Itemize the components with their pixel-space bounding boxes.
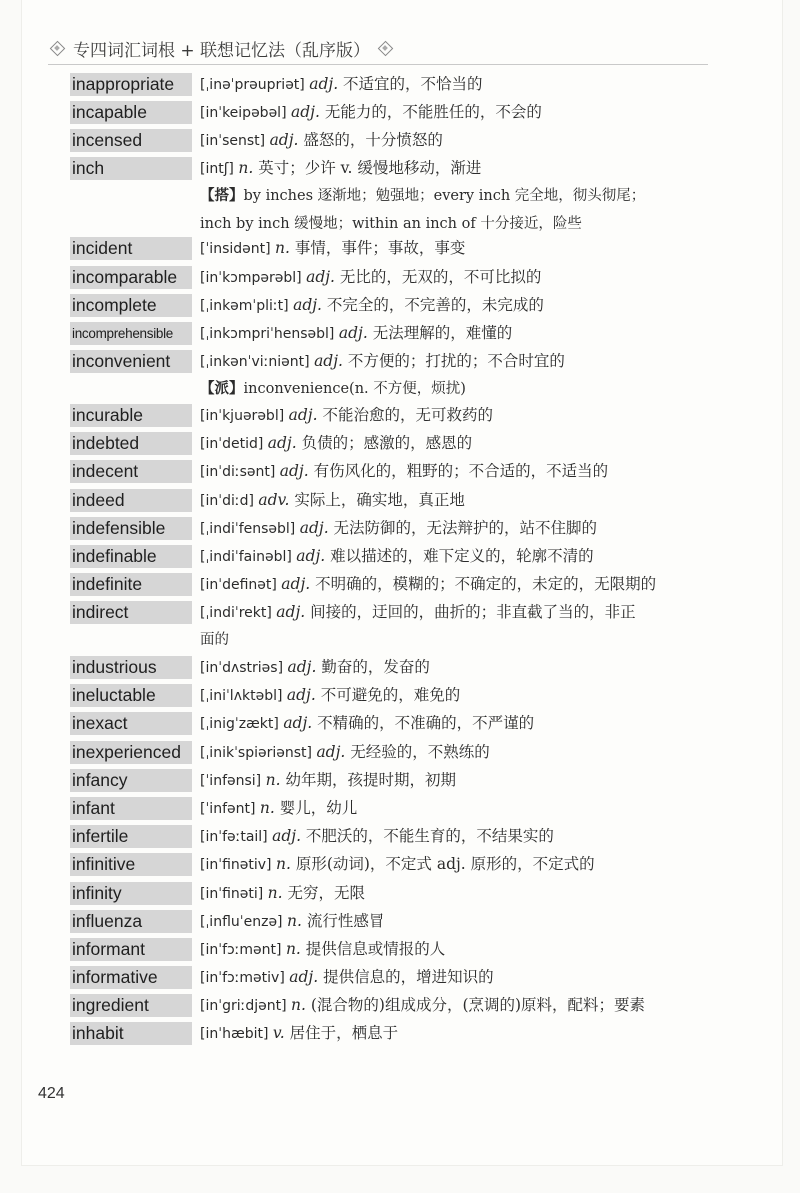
meaning: 难以描述的，难下定义的，轮廓不清的	[330, 547, 594, 565]
headword: ineluctable	[70, 684, 192, 707]
headword: incomplete	[70, 294, 192, 317]
headword: informative	[70, 966, 192, 989]
definition	[200, 429, 710, 458]
definition	[200, 570, 710, 599]
headword: inch	[70, 157, 192, 180]
diamond-ornament-icon	[51, 42, 64, 55]
headword: infinitive	[70, 853, 192, 876]
part-of-speech: adj.	[279, 462, 314, 480]
meaning: 盛怒的，十分愤怒的	[303, 131, 443, 149]
part-of-speech: n.	[275, 855, 296, 873]
meaning: 实际上，确实地，真正地	[294, 491, 465, 509]
part-of-speech: adj.	[286, 686, 321, 704]
definition	[200, 234, 710, 263]
headword: indefinable	[70, 545, 192, 568]
phonetic: [intʃ]	[200, 161, 239, 177]
definition	[200, 681, 710, 710]
definition	[200, 70, 710, 99]
definition	[200, 154, 710, 183]
part-of-speech: adj.	[316, 743, 351, 761]
part-of-speech: n.	[286, 912, 307, 930]
phonetic: [ˌinkənˈviːniənt]	[200, 354, 315, 370]
note-text: by inches 逐渐地；勉强地；every inch 完全地，彻头彻尾；	[243, 188, 646, 204]
phonetic: [inˈdiːd]	[200, 493, 259, 509]
headword: indefensible	[70, 517, 192, 540]
part-of-speech: adj.	[289, 968, 324, 986]
part-of-speech: adj.	[272, 827, 306, 845]
headword: indeed	[70, 489, 192, 512]
part-of-speech: n.	[285, 940, 306, 958]
phonetic: [inˈfinəti]	[200, 886, 268, 902]
definition-continuation	[200, 182, 720, 210]
definition	[200, 291, 710, 320]
phonetic: [inˈfɔːmənt]	[200, 942, 286, 958]
part-of-speech: adj.	[314, 352, 348, 370]
part-of-speech: adj.	[309, 75, 344, 93]
definition	[200, 263, 710, 292]
headword: inconvenient	[70, 350, 192, 373]
definition	[200, 542, 710, 571]
definition	[200, 766, 710, 795]
phonetic: [inˈfəːtail]	[200, 829, 273, 845]
part-of-speech: adj.	[296, 547, 331, 565]
headword: inhabit	[70, 1022, 192, 1045]
definition	[200, 1019, 710, 1048]
phonetic: [ˌinikˈspiəriənst]	[200, 745, 317, 761]
phonetic: [ˌinigˈzækt]	[200, 716, 284, 732]
header-rule	[48, 64, 708, 65]
headword: incensed	[70, 129, 192, 152]
meaning: 提供信息或情报的人	[305, 940, 446, 958]
headword: inexact	[70, 712, 192, 735]
part-of-speech: n.	[238, 159, 259, 177]
phonetic: [inˈfɔːmətiv]	[200, 970, 290, 986]
definition	[200, 963, 710, 992]
part-of-speech: adj.	[287, 658, 322, 676]
part-of-speech: adj.	[267, 434, 302, 452]
part-of-speech: adj.	[338, 324, 373, 342]
headword: indebted	[70, 432, 192, 455]
meaning: 提供信息的，增进知识的	[323, 968, 494, 986]
definition	[200, 98, 710, 127]
meaning: 原形(动词)，不定式 adj. 原形的，不定式的	[295, 855, 595, 873]
part-of-speech: n.	[267, 884, 288, 902]
meaning: 不能治愈的，无可救药的	[322, 406, 493, 424]
phonetic: [ˈinfənt]	[200, 801, 260, 817]
headword: incident	[70, 237, 192, 260]
phonetic: [ˌinkəmˈpliːt]	[200, 298, 294, 314]
meaning: 不完全的，不完善的，未完成的	[326, 296, 544, 314]
phonetic: [inˈkjuərəbl]	[200, 408, 289, 424]
definition	[200, 319, 710, 348]
phonetic: [inˈkeipəbəl]	[200, 105, 291, 121]
definition	[200, 347, 710, 376]
part-of-speech: adj.	[291, 103, 325, 121]
phonetic: [inˈsenst]	[200, 133, 270, 149]
headword: incomparable	[70, 266, 192, 289]
headword: infancy	[70, 769, 192, 792]
part-of-speech: adj.	[299, 519, 334, 537]
part-of-speech: adv.	[258, 491, 295, 509]
definition	[200, 738, 710, 767]
meaning: 不明确的，模糊的；不确定的，未定的，无限期的	[315, 575, 657, 593]
headword: infinity	[70, 882, 192, 905]
definition	[200, 822, 710, 851]
meaning: 无比的，无双的，不可比拟的	[339, 268, 542, 286]
meaning: 无能力的，不能胜任的，不会的	[324, 103, 542, 121]
part-of-speech: v.	[272, 1024, 290, 1042]
headword: influenza	[70, 910, 192, 933]
headword: incurable	[70, 404, 192, 427]
headword: indefinite	[70, 573, 192, 596]
part-of-speech: n.	[275, 239, 295, 257]
definition	[200, 935, 710, 964]
meaning: 勤奋的，发奋的	[321, 658, 430, 676]
phonetic: [inˈfinətiv]	[200, 857, 276, 873]
diamond-ornament-icon	[379, 42, 392, 55]
meaning: 幼年期，孩提时期，初期	[285, 771, 456, 789]
phonetic: [ˌindiˈfainəbl]	[200, 549, 297, 565]
definition	[200, 850, 710, 879]
headword: infant	[70, 797, 192, 820]
headword: indirect	[70, 601, 192, 624]
phonetic: [inˈhæbit]	[200, 1026, 273, 1042]
headword: ingredient	[70, 994, 192, 1017]
meaning: 无经验的，不熟练的	[350, 743, 490, 761]
note-text: inch by inch 缓慢地；within an inch of 十分接近，险些	[200, 216, 582, 232]
part-of-speech: adj.	[269, 131, 304, 149]
meaning: 无法理解的，难懂的	[372, 324, 513, 342]
headword: inexperienced	[70, 741, 192, 764]
meaning: (混合物的)组成成分，(烹调的)原料，配料；要素	[310, 996, 646, 1014]
meaning: 间接的，迂回的，曲折的；非直截了当的，非正	[310, 603, 636, 621]
meaning: 无穷，无限	[287, 884, 366, 902]
part-of-speech: n.	[265, 771, 286, 789]
definition	[200, 486, 710, 515]
meaning: 事情，事件；事故，事变	[294, 239, 466, 257]
phonetic: [inˈkɔmpərəbl]	[200, 270, 307, 286]
meaning: 不精确的，不准确的，不严谨的	[317, 714, 535, 732]
definition-continuation	[200, 375, 720, 403]
meaning: 无法防御的，无法辩护的，站不住脚的	[333, 519, 598, 537]
phonetic: [ˌiniˈlʌktəbl]	[200, 688, 287, 704]
phonetic: [ˌinfluˈenzə]	[200, 914, 287, 930]
definition	[200, 514, 710, 543]
meaning: 流行性感冒	[306, 912, 385, 930]
definition	[200, 457, 710, 486]
part-of-speech: adj.	[288, 406, 323, 424]
note-tag: 【搭】	[200, 187, 244, 204]
definition	[200, 709, 710, 738]
part-of-speech: adj.	[293, 296, 327, 314]
phonetic: [ˈinsidənt]	[200, 241, 276, 257]
definition	[200, 598, 710, 627]
headword: informant	[70, 938, 192, 961]
header-title: 专四词汇词根 + 联想记忆法（乱序版）	[73, 40, 371, 61]
meaning: 有伤风化的，粗野的；不合适的，不适当的	[313, 462, 609, 480]
headword: infertile	[70, 825, 192, 848]
definition	[200, 907, 710, 936]
phonetic: [ˌinəˈprəupriət]	[200, 77, 310, 93]
meaning: 不适宜的，不恰当的	[343, 75, 483, 93]
part-of-speech: adj.	[283, 714, 318, 732]
phonetic: [inˈgriːdjənt]	[200, 998, 291, 1014]
definition	[200, 401, 710, 430]
phonetic: [inˈdiːsənt]	[200, 464, 280, 480]
headword: industrious	[70, 656, 192, 679]
running-header	[42, 35, 722, 61]
part-of-speech: adj.	[281, 575, 316, 593]
definition	[200, 991, 710, 1020]
phonetic: [ˌinkɔmpriˈhensəbl]	[200, 326, 339, 342]
phonetic: [ˌindiˈfensəbl]	[200, 521, 300, 537]
definition	[200, 879, 710, 908]
part-of-speech: adj.	[306, 268, 340, 286]
meaning: 居住于，栖息于	[289, 1024, 399, 1042]
definition	[200, 653, 710, 682]
phonetic: [ˌindiˈrekt]	[200, 605, 277, 621]
meaning: 不方便的；打扰的；不合时宜的	[347, 352, 565, 370]
meaning: 负债的；感激的，感恩的	[301, 434, 473, 452]
phonetic: [inˈdʌstriəs]	[200, 660, 288, 676]
headword: incapable	[70, 101, 192, 124]
note-text: inconvenience(n. 不方便，烦扰)	[243, 381, 466, 397]
definition	[200, 794, 710, 823]
headword: indecent	[70, 460, 192, 483]
note-tag: 【派】	[200, 380, 244, 397]
meaning: 婴儿，幼儿	[279, 799, 358, 817]
part-of-speech: n.	[291, 996, 311, 1014]
definition-continuation	[200, 626, 720, 654]
phonetic: [inˈdefinət]	[200, 577, 282, 593]
headword: inappropriate	[70, 73, 192, 96]
note-text: 面的	[200, 632, 229, 648]
headword: incomprehensible	[70, 322, 192, 345]
meaning: 不肥沃的，不能生育的，不结果实的	[305, 827, 554, 845]
page-number: 424	[38, 1085, 65, 1102]
phonetic: [inˈdetid]	[200, 436, 268, 452]
part-of-speech: adj.	[276, 603, 311, 621]
phonetic: [ˈinfənsi]	[200, 773, 266, 789]
definition	[200, 126, 710, 155]
meaning: 不可避免的，难免的	[320, 686, 461, 704]
part-of-speech: n.	[259, 799, 280, 817]
meaning: 英寸；少许 v. 缓慢地移动，渐进	[258, 159, 482, 177]
